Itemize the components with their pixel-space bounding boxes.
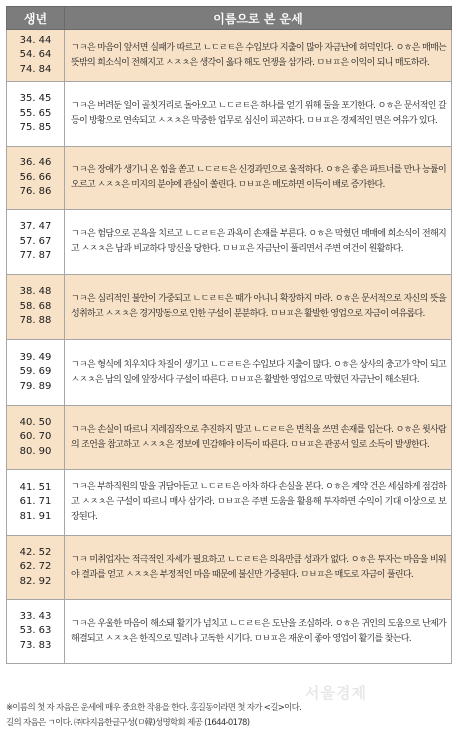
birth-year-line: 76. 86 bbox=[19, 186, 52, 198]
birth-year-line: 41. 51 bbox=[19, 481, 52, 493]
birth-year-line: 55. 65 bbox=[19, 107, 52, 119]
table-row bbox=[7, 600, 452, 664]
table-row bbox=[7, 147, 452, 210]
birth-year-line: 58. 68 bbox=[19, 300, 52, 312]
birth-year-line: 57. 67 bbox=[19, 235, 52, 247]
birth-year-line: 35. 45 bbox=[19, 93, 52, 105]
table-row bbox=[7, 82, 452, 147]
fortune-text-cell: ㄱㅋ은 형식에 치우치다 차질이 생기고 ㄴㄷㄹㅌ은 수입보다 지출이 많다. ㅇㅎ은 상사의 충고가 약이 되고 ㅅㅈㅊ은 남의 일에 앞장서다 구설이 따른다. ㅁㅂㅍ은 활발한 영업으로 막혔던 자금난이 해소된다. bbox=[65, 340, 452, 406]
fortune-text-cell: ㄱㅋ은 우울한 마음이 해소돼 활기가 넘치고 ㄴㄷㄹㅌ은 도난을 조심하라. ㅇㅎ은 귀인의 도움으로 난제가 해결되고 ㅅㅈㅊ은 한직으로 밀려나 고독한 시기다. ㅁㅂㅍ은 재운이 좋아 영업이 활기를 찾는다. bbox=[65, 600, 452, 664]
birth-year-line: 59. 69 bbox=[19, 366, 52, 378]
birth-years-cell bbox=[7, 30, 65, 82]
birth-year-line: 39. 49 bbox=[19, 351, 52, 363]
table-row bbox=[7, 30, 452, 82]
fortune-text-cell: ㄱㅋ은 부하직원의 말을 귀담아듣고 ㄴㄷㄹㅌ은 아차 하다 손실을 본다. ㅇㅎ은 계약 건은 세심하게 점검하고 ㅅㅈㅊ은 구설이 따르니 매사 삼가라. ㅁㅂㅍ은 주변 도움을 활용해 투자하면 수익이 기대 이상으로 보장된다. bbox=[65, 470, 452, 536]
birth-year-line: 80. 90 bbox=[19, 445, 52, 457]
table-header-row bbox=[7, 7, 452, 30]
birth-years-cell bbox=[7, 82, 65, 147]
birth-year-line: 75. 85 bbox=[19, 122, 52, 134]
birth-year-line: 53. 63 bbox=[19, 625, 52, 637]
birth-years-cell bbox=[7, 536, 65, 600]
birth-year-line: 33. 43 bbox=[19, 610, 52, 622]
table-row bbox=[7, 210, 452, 275]
table-row bbox=[7, 536, 452, 600]
footnote bbox=[6, 701, 451, 731]
birth-years-cell bbox=[7, 406, 65, 470]
watermark-text: 서울경제 bbox=[305, 684, 367, 702]
birth-year-line: 77. 87 bbox=[19, 250, 52, 262]
birth-year-line: 81. 91 bbox=[19, 510, 52, 522]
birth-year-line: 74. 84 bbox=[19, 63, 52, 75]
fortune-text-cell: ㄱㅋ 미취업자는 적극적인 자세가 필요하고 ㄴㄷㄹㅌ은 의욕만큼 성과가 없다. ㅇㅎ은 투자는 마음을 비워야 결과를 얻고 ㅅㅈㅊ은 부정적인 마음 때문에 불신만 가중된다. ㅁㅂㅍ은 매도로 자금이 풀린다. bbox=[65, 536, 452, 600]
table-row bbox=[7, 406, 452, 470]
birth-year-line: 42. 52 bbox=[19, 546, 52, 558]
table-row bbox=[7, 275, 452, 340]
fortune-text-cell: ㄱㅋ은 험담으로 곤욕을 치르고 ㄴㄷㄹㅌ은 과욕이 손재를 부른다. ㅇㅎ은 막혔던 매매에 희소식이 전해지고 ㅅㅈㅊ은 남과 비교하다 망신을 당한다. ㅁㅂㅍ은 자금난이 풀리면서 주변 여건이 원활하다. bbox=[65, 210, 452, 275]
table-row bbox=[7, 470, 452, 536]
birth-years-cell bbox=[7, 600, 65, 664]
fortune-text-cell: ㄱㅋ은 손실이 따르니 지레짐작으로 추진하지 말고 ㄴㄷㄹㅌ은 변칙을 쓰면 손재를 입는다. ㅇㅎ은 윗사람의 조언을 참고하고 ㅅㅈㅊ은 정보에 민감해야 이득이 따른다. ㅁㅂㅍ은 관공서 일로 소득이 발생한다. bbox=[65, 406, 452, 470]
fortune-text-cell: ㄱㅋ은 마음이 앞서면 실패가 따르고 ㄴㄷㄹㅌ은 수입보다 지출이 많아 자금난에 허덕인다. ㅇㅎ은 매매는 뜻밖의 희소식이 전해지고 ㅅㅈㅊ은 생각이 옳다 해도 언쟁을 삼가라. ㅁㅂㅍ은 이익이 되니 매도하라. bbox=[65, 30, 452, 82]
birth-year-line: 61. 71 bbox=[19, 496, 52, 508]
birth-years-cell bbox=[7, 147, 65, 210]
header-fortune: 이름으로 본 운세 bbox=[65, 7, 452, 30]
birth-years-cell bbox=[7, 470, 65, 536]
birth-year-line: 37. 47 bbox=[19, 221, 52, 233]
birth-year-line: 56. 66 bbox=[19, 171, 52, 183]
birth-year-line: 34. 44 bbox=[19, 34, 52, 46]
fortune-text-cell: ㄱㅋ은 장애가 생기니 온 힘을 쏟고 ㄴㄷㄹㅌ은 신경과민으로 울적하다. ㅇㅎ은 좋은 파트너를 만나 능률이 오르고 ㅅㅈㅊ은 미지의 분야에 관심이 쏠린다. ㅁㅂㅍ은 매도하면 이득이 배로 증가한다. bbox=[65, 147, 452, 210]
birth-year-line: 78. 88 bbox=[19, 315, 52, 327]
fortune-table bbox=[6, 6, 452, 664]
birth-year-line: 79. 89 bbox=[19, 380, 52, 392]
header-birth-year: 생년 bbox=[7, 7, 65, 30]
birth-years-cell bbox=[7, 275, 65, 340]
birth-year-line: 38. 48 bbox=[19, 286, 52, 298]
table-body bbox=[7, 30, 452, 664]
birth-year-line: 73. 83 bbox=[19, 639, 52, 651]
footnote-line-1: ※이름의 첫 자 자음은 운세에 매우 중요한 작용을 한다. 홍길동이라면 첫 자가 <길>이다. bbox=[6, 703, 302, 713]
table-row bbox=[7, 340, 452, 406]
birth-year-line: 62. 72 bbox=[19, 561, 52, 573]
birth-year-line: 82. 92 bbox=[19, 575, 52, 587]
birth-year-line: 36. 46 bbox=[19, 157, 52, 169]
birth-year-line: 54. 64 bbox=[19, 49, 52, 61]
birth-years-cell bbox=[7, 340, 65, 406]
birth-years-cell bbox=[7, 210, 65, 275]
birth-year-line: 40. 50 bbox=[19, 416, 52, 428]
fortune-text-cell: ㄱㅋ은 심리적인 불안이 가중되고 ㄴㄷㄹㅌ은 때가 아니니 확장하지 마라. ㅇㅎ은 문서적으로 자신의 뜻을 성취하고 ㅅㅈㅊ은 경거망동으로 인한 구설이 분분하다. ㅁㅂㅍ은 활발한 영업으로 자금이 여유롭다. bbox=[65, 275, 452, 340]
footnote-line-2: 길의 자음은 ㄱ이다. ㈜다지음한글구성(ㅁ韓)성명학회 제공 (1644-0178) bbox=[6, 718, 250, 728]
fortune-table-container bbox=[6, 6, 451, 664]
birth-year-line: 60. 70 bbox=[19, 431, 52, 443]
fortune-text-cell: ㄱㅋ은 버려둔 일이 골칫거리로 돌아오고 ㄴㄷㄹㅌ은 하나를 얻기 위해 둘을 포기한다. ㅇㅎ은 문서적인 갈등이 방황으로 연속되고 ㅅㅈㅊ은 막중한 업무로 심신이 피곤하다. ㅁㅂㅍ은 경제적인 면은 여유가 있다. bbox=[65, 82, 452, 147]
